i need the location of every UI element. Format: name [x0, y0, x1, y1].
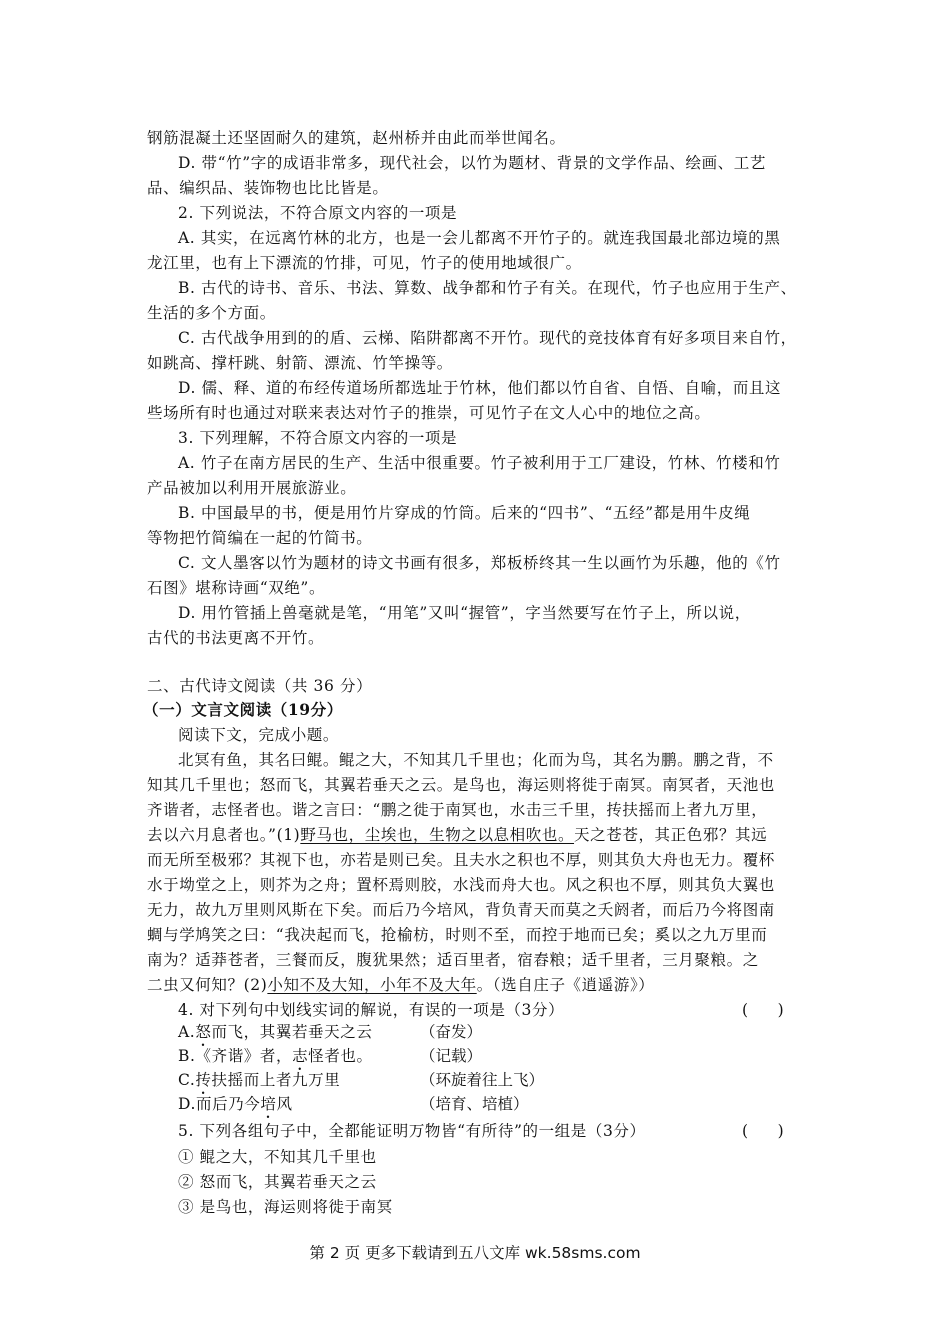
q1-option-d-line1: D. 带“竹”字的成语非常多，现代社会，以竹为题材、背景的文学作品、绘画、工艺 [178, 154, 766, 172]
q5-item: ① 鲲之大，不知其几千里也 [178, 1148, 377, 1166]
q2-option-c-line1: C. 古代战争用到的的盾、云梯、陷阱都离不开竹。现代的竞技体育有好多项目来自竹， [178, 329, 797, 347]
option-text: 而飞，其翼若垂天之云 [211, 1023, 373, 1041]
subsection-title: （一）文言文阅读（19分） [143, 700, 343, 719]
marked-word: 怒 [195, 1023, 212, 1041]
q1-option-d-line2: 品、编织品、装饰物也比比皆是。 [147, 179, 389, 197]
q4-option-d [178, 1094, 293, 1122]
passage-line: 无力，故九万里则风斯在下矣。而后乃今培风，背负青天而莫之夭阏者，而后乃今将图南 [147, 901, 775, 919]
q4-stem: 4. 对下列句中划线实词的解说，有误的一项是（3分） [178, 1001, 565, 1019]
passage-line: 而无所至极邪？其视下也，亦若是则已矣。且夫水之积也不厚，则其负大舟也无力。覆杯 [147, 851, 775, 869]
q2-option-a-line2: 龙江里，也有上下漂流的竹排，可见，竹子的使用地域很广。 [147, 254, 582, 272]
q2-option-c-line2: 如跳高、撑杆跳、射箭、漂流、竹竿操等。 [147, 354, 453, 372]
page-footer: 第 2 页 更多下载请到五八文库 wk.58sms.com [309, 1244, 641, 1262]
q2-option-a-line1: A. 其实，在远离竹林的北方，也是一会儿都离不开竹子的。就连我国最北部边境的黑 [178, 229, 781, 247]
q5-item: ③ 是鸟也，海运则将徙于南冥 [178, 1198, 393, 1216]
passage-line: 南为？适莽苍者，三餐而反，腹犹果然；适百里者，宿舂粮；适千里者，三月聚粮。之 [147, 951, 759, 969]
q5-stem: 5. 下列各组句子中，全都能证明万物皆“有所待”的一组是（3分） [178, 1122, 646, 1140]
q3-option-b-line1: B. 中国最早的书，便是用竹片穿成的竹筒。后来的“四书”、“五经”都是用牛皮绳 [178, 504, 751, 522]
q3-option-c-line1: C. 文人墨客以竹为题材的诗文书画有很多，郑板桥终其一生以画竹为乐趣，他的《竹 [178, 554, 781, 572]
option-label: C. [178, 1071, 196, 1089]
option-text: 怪者也。 [308, 1047, 373, 1065]
passage-line: 知其几千里也；怒而飞，其翼若垂天之云。是鸟也，海运则将徙于南冥。南冥者，天池也 [147, 776, 775, 794]
sentence-marker-1: (1) [276, 826, 301, 844]
q4-option-d-note: （培育、培植） [420, 1095, 529, 1113]
q3-option-d-line1: D. 用竹管插上兽毫就是笔，“用笔”又叫“握管”，字当然要写在竹子上，所以说， [178, 604, 751, 622]
marked-word: 抟 [195, 1071, 212, 1089]
underlined-sentence-2: 小知不及大知，小年不及大年 [267, 976, 477, 994]
reading-instruction: 阅读下文，完成小题。 [178, 726, 340, 744]
q3-option-b-line2: 等物把竹简编在一起的竹简书。 [147, 529, 373, 547]
q3-stem: 3. 下列理解，不符合原文内容的一项是 [178, 429, 458, 447]
q2-option-b-line1: B. 古代的诗书、音乐、书法、算数、战争都和竹子有关。在现代，竹子也应用于生产、 [178, 279, 797, 297]
passage-line-with-underline-1 [147, 825, 767, 845]
q2-option-b-line2: 生活的多个方面。 [147, 304, 276, 322]
section-title: 二、古代诗文阅读（共 36 分） [147, 677, 373, 695]
continuation-line: 钢筋混凝土还坚固耐久的建筑，赵州桥并由此而举世闻名。 [147, 129, 566, 147]
passage-line-with-underline-2 [147, 975, 654, 995]
passage-source: 。（选自庄子《逍遥游》） [476, 976, 655, 994]
option-label: A. [178, 1023, 196, 1041]
passage-text: 天之苍苍，其正色邪？其远 [574, 826, 768, 844]
q2-stem: 2. 下列说法，不符合原文内容的一项是 [178, 204, 458, 222]
q4-answer-blank: ( ) [742, 1001, 784, 1019]
option-label: B.《齐谐》者， [178, 1047, 293, 1065]
marked-word: 志 [292, 1047, 309, 1065]
q4-option-c-note: （环旋着往上飞） [420, 1071, 545, 1089]
passage-text: 二虫又何知？ [147, 976, 244, 994]
passage-line: 北冥有鱼，其名曰鲲。鲲之大，不知其几千里也；化而为鸟，其名为鹏。鹏之背，不 [178, 751, 774, 769]
passage-line: 水于坳堂之上，则芥为之舟；置杯焉则胶，水浅而舟大也。风之积也不厚，则其负大翼也 [147, 876, 775, 894]
q4-option-b-note: （记载） [420, 1047, 483, 1065]
underlined-sentence-1: 野马也，尘埃也，生物之以息相吹也。 [300, 826, 575, 844]
passage-line: 蜩与学鸠笑之曰：“我决起而飞，抢榆枋，时则不至，而控于地而已矣；奚以之九万里而 [147, 926, 768, 944]
q2-option-d-line1: D. 儒、释、道的布经传道场所都选址于竹林，他们都以竹自省、自悟、自喻，而且这 [178, 379, 782, 397]
q2-option-d-line2: 些场所有时也通过对联来表达对竹子的推崇，可见竹子在文人心中的地位之高。 [147, 404, 711, 422]
option-text: 风 [276, 1095, 293, 1113]
passage-text: 去以六月息者也。” [147, 826, 277, 844]
q3-option-a-line2: 产品被加以利用开展旅游业。 [147, 479, 357, 497]
q3-option-d-line2: 古代的书法更离不开竹。 [147, 629, 325, 647]
q4-option-a-note: （奋发） [420, 1023, 483, 1041]
q3-option-a-line1: A. 竹子在南方居民的生产、生活中很重要。竹子被利用于工厂建设，竹林、竹楼和竹 [178, 454, 781, 472]
q5-answer-blank: ( ) [742, 1122, 784, 1140]
passage-line: 齐谐者，志怪者也。谐之言曰：“鹏之徙于南冥也，水击三千里，抟扶摇而上者九万里， [147, 801, 768, 819]
q3-option-c-line2: 石图》堪称诗画“双绝”。 [147, 579, 326, 597]
sentence-marker-2: (2) [243, 976, 268, 994]
option-text: 扶摇而上者九万里 [211, 1071, 341, 1089]
marked-word: 培 [260, 1095, 277, 1113]
option-label: D.而后乃今 [178, 1095, 261, 1113]
q5-item: ② 怒而飞，其翼若垂天之云 [178, 1173, 377, 1191]
